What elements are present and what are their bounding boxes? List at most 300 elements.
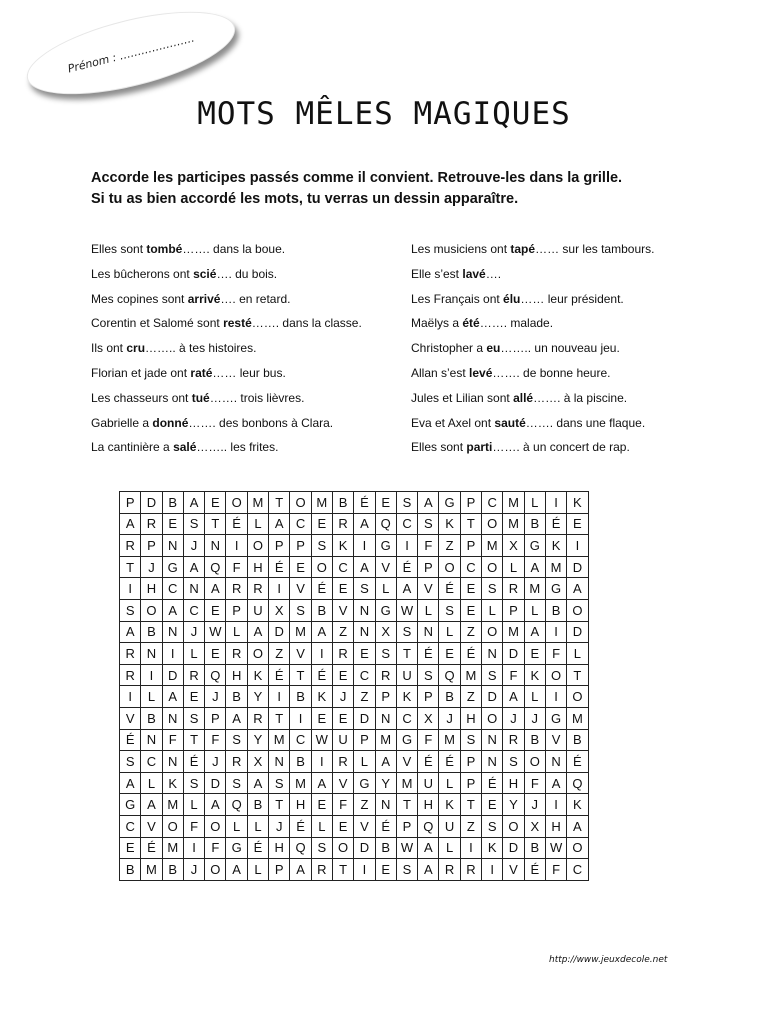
grid-cell[interactable]: A [311,772,332,794]
grid-cell[interactable]: T [269,492,290,514]
grid-cell[interactable]: E [332,664,353,686]
grid-cell[interactable]: N [162,535,183,557]
grid-cell[interactable]: M [311,492,332,514]
grid-cell[interactable]: N [482,643,503,665]
grid-cell[interactable]: G [354,772,375,794]
grid-cell[interactable]: H [460,707,481,729]
grid-cell[interactable]: A [120,772,141,794]
grid-cell[interactable]: S [120,599,141,621]
grid-cell[interactable]: R [120,664,141,686]
grid-cell[interactable]: J [439,707,460,729]
grid-cell[interactable]: H [545,815,566,837]
grid-cell[interactable]: W [396,599,417,621]
grid-cell[interactable]: R [120,643,141,665]
grid-cell[interactable]: Q [375,513,396,535]
grid-cell[interactable]: K [567,794,588,816]
grid-cell[interactable]: V [418,578,439,600]
grid-cell[interactable]: O [439,556,460,578]
grid-cell[interactable]: K [482,837,503,859]
grid-cell[interactable]: M [482,535,503,557]
grid-cell[interactable]: É [354,492,375,514]
grid-cell[interactable]: O [141,599,162,621]
grid-cell[interactable]: Y [247,686,268,708]
grid-cell[interactable]: O [205,815,226,837]
grid-cell[interactable]: A [567,578,588,600]
grid-cell[interactable]: S [226,772,247,794]
grid-cell[interactable]: K [439,513,460,535]
grid-cell[interactable]: M [503,513,524,535]
grid-cell[interactable]: D [354,837,375,859]
grid-cell[interactable]: C [183,599,204,621]
grid-cell[interactable]: C [460,556,481,578]
grid-cell[interactable]: J [524,794,545,816]
grid-cell[interactable]: E [524,643,545,665]
grid-cell[interactable]: P [418,686,439,708]
grid-cell[interactable]: O [503,815,524,837]
grid-cell[interactable]: B [332,492,353,514]
grid-cell[interactable]: P [354,729,375,751]
grid-cell[interactable]: Z [460,621,481,643]
grid-cell[interactable]: K [311,686,332,708]
grid-cell[interactable]: T [269,794,290,816]
grid-cell[interactable]: I [567,535,588,557]
grid-cell[interactable]: S [418,513,439,535]
grid-cell[interactable]: N [162,751,183,773]
grid-cell[interactable]: A [524,621,545,643]
grid-cell[interactable]: L [567,643,588,665]
grid-cell[interactable]: N [482,751,503,773]
grid-cell[interactable]: F [545,859,566,881]
grid-cell[interactable]: E [482,794,503,816]
grid-cell[interactable]: N [354,599,375,621]
grid-cell[interactable]: V [332,599,353,621]
grid-cell[interactable]: L [226,815,247,837]
grid-cell[interactable]: I [162,643,183,665]
grid-cell[interactable]: H [141,578,162,600]
grid-cell[interactable]: O [482,621,503,643]
grid-cell[interactable]: J [141,556,162,578]
grid-cell[interactable]: A [162,599,183,621]
grid-cell[interactable]: K [524,664,545,686]
grid-cell[interactable]: A [162,686,183,708]
grid-cell[interactable]: I [269,686,290,708]
grid-cell[interactable]: F [332,794,353,816]
grid-cell[interactable]: M [439,729,460,751]
grid-cell[interactable]: I [183,837,204,859]
grid-cell[interactable]: E [375,859,396,881]
grid-cell[interactable]: S [396,492,417,514]
grid-cell[interactable]: S [183,513,204,535]
grid-cell[interactable]: G [375,535,396,557]
grid-cell[interactable]: A [418,492,439,514]
grid-cell[interactable]: A [141,794,162,816]
grid-cell[interactable]: D [269,621,290,643]
grid-cell[interactable]: N [141,729,162,751]
grid-cell[interactable]: G [545,578,566,600]
grid-cell[interactable]: I [545,794,566,816]
grid-cell[interactable]: R [141,513,162,535]
grid-cell[interactable]: P [141,535,162,557]
grid-cell[interactable]: I [354,535,375,557]
grid-cell[interactable]: L [524,492,545,514]
grid-cell[interactable]: B [567,729,588,751]
grid-cell[interactable]: M [460,664,481,686]
grid-cell[interactable]: N [545,751,566,773]
grid-cell[interactable]: J [205,686,226,708]
grid-cell[interactable]: O [290,492,311,514]
grid-cell[interactable]: X [524,815,545,837]
grid-cell[interactable]: L [418,599,439,621]
grid-cell[interactable]: G [162,556,183,578]
grid-cell[interactable]: M [141,859,162,881]
grid-cell[interactable]: E [311,707,332,729]
grid-cell[interactable]: J [183,535,204,557]
grid-cell[interactable]: T [460,794,481,816]
grid-cell[interactable]: R [120,535,141,557]
grid-cell[interactable]: A [311,621,332,643]
grid-cell[interactable]: G [226,837,247,859]
grid-cell[interactable]: R [226,578,247,600]
grid-cell[interactable]: S [482,664,503,686]
grid-cell[interactable]: H [247,556,268,578]
grid-cell[interactable]: M [162,837,183,859]
grid-cell[interactable]: A [545,772,566,794]
grid-cell[interactable]: A [226,707,247,729]
grid-cell[interactable]: K [332,535,353,557]
grid-cell[interactable]: C [290,513,311,535]
grid-cell[interactable]: J [205,751,226,773]
grid-cell[interactable]: S [269,772,290,794]
grid-cell[interactable]: V [120,707,141,729]
grid-cell[interactable]: B [226,686,247,708]
grid-cell[interactable]: B [141,707,162,729]
grid-cell[interactable]: É [460,643,481,665]
grid-cell[interactable]: E [375,492,396,514]
grid-cell[interactable]: M [524,578,545,600]
grid-cell[interactable]: N [375,707,396,729]
grid-cell[interactable]: P [460,535,481,557]
grid-cell[interactable]: M [162,794,183,816]
grid-cell[interactable]: R [247,578,268,600]
grid-cell[interactable]: M [567,707,588,729]
grid-cell[interactable]: G [439,492,460,514]
grid-cell[interactable]: B [545,599,566,621]
grid-cell[interactable]: I [545,621,566,643]
grid-cell[interactable]: Q [418,815,439,837]
grid-cell[interactable]: O [567,837,588,859]
grid-cell[interactable]: F [418,535,439,557]
grid-cell[interactable]: O [247,643,268,665]
grid-cell[interactable]: Y [247,729,268,751]
grid-cell[interactable]: A [290,859,311,881]
grid-cell[interactable]: G [375,599,396,621]
grid-cell[interactable]: N [162,707,183,729]
grid-cell[interactable]: F [524,772,545,794]
grid-cell[interactable]: Q [290,837,311,859]
grid-cell[interactable]: O [545,664,566,686]
grid-cell[interactable]: L [482,599,503,621]
grid-cell[interactable]: C [567,859,588,881]
grid-cell[interactable]: R [226,751,247,773]
grid-cell[interactable]: C [332,556,353,578]
grid-cell[interactable]: S [482,578,503,600]
grid-cell[interactable]: R [503,729,524,751]
grid-cell[interactable]: E [567,513,588,535]
grid-cell[interactable]: E [332,815,353,837]
grid-cell[interactable]: B [375,837,396,859]
grid-cell[interactable]: N [162,621,183,643]
grid-cell[interactable]: E [290,556,311,578]
grid-cell[interactable]: O [332,837,353,859]
grid-cell[interactable]: E [332,707,353,729]
grid-cell[interactable]: Z [354,794,375,816]
grid-cell[interactable]: F [503,664,524,686]
grid-cell[interactable]: D [567,621,588,643]
grid-cell[interactable]: Q [205,664,226,686]
grid-cell[interactable]: L [524,686,545,708]
grid-cell[interactable]: G [396,729,417,751]
grid-cell[interactable]: Z [460,815,481,837]
grid-cell[interactable]: C [120,815,141,837]
grid-cell[interactable]: S [290,599,311,621]
grid-cell[interactable]: V [354,815,375,837]
grid-cell[interactable]: E [205,643,226,665]
grid-cell[interactable]: E [120,837,141,859]
grid-cell[interactable]: O [226,492,247,514]
grid-cell[interactable]: É [396,556,417,578]
grid-cell[interactable]: D [162,664,183,686]
grid-cell[interactable]: T [396,643,417,665]
grid-cell[interactable]: L [141,772,162,794]
grid-cell[interactable]: J [524,707,545,729]
grid-cell[interactable]: F [418,729,439,751]
grid-cell[interactable]: R [247,707,268,729]
grid-cell[interactable]: É [226,513,247,535]
grid-cell[interactable]: O [524,751,545,773]
grid-cell[interactable]: X [247,751,268,773]
grid-cell[interactable]: X [503,535,524,557]
grid-cell[interactable]: B [247,794,268,816]
grid-cell[interactable]: B [290,751,311,773]
grid-cell[interactable]: A [247,772,268,794]
grid-cell[interactable]: A [354,513,375,535]
grid-cell[interactable]: C [482,492,503,514]
grid-cell[interactable]: O [247,535,268,557]
grid-cell[interactable]: B [524,513,545,535]
grid-cell[interactable]: I [545,686,566,708]
grid-cell[interactable]: O [205,859,226,881]
grid-cell[interactable]: Y [503,794,524,816]
grid-cell[interactable]: F [205,837,226,859]
grid-cell[interactable]: T [205,513,226,535]
grid-cell[interactable]: R [226,643,247,665]
grid-cell[interactable]: A [183,492,204,514]
grid-cell[interactable]: É [290,815,311,837]
grid-cell[interactable]: F [545,643,566,665]
grid-cell[interactable]: K [247,664,268,686]
grid-cell[interactable]: I [311,643,332,665]
grid-cell[interactable]: S [354,578,375,600]
grid-cell[interactable]: F [205,729,226,751]
grid-cell[interactable]: I [311,751,332,773]
grid-cell[interactable]: H [503,772,524,794]
grid-cell[interactable]: H [418,794,439,816]
grid-cell[interactable]: S [311,837,332,859]
grid-cell[interactable]: J [503,707,524,729]
grid-cell[interactable]: P [226,599,247,621]
grid-cell[interactable]: P [375,686,396,708]
grid-cell[interactable]: A [567,815,588,837]
grid-cell[interactable]: P [290,535,311,557]
grid-cell[interactable]: E [205,492,226,514]
grid-cell[interactable]: K [567,492,588,514]
grid-cell[interactable]: C [396,707,417,729]
grid-cell[interactable]: L [503,556,524,578]
grid-cell[interactable]: I [482,859,503,881]
grid-cell[interactable]: A [524,556,545,578]
grid-cell[interactable]: L [439,837,460,859]
grid-cell[interactable]: D [567,556,588,578]
grid-cell[interactable]: N [418,621,439,643]
grid-cell[interactable]: É [247,837,268,859]
grid-cell[interactable]: É [311,664,332,686]
grid-cell[interactable]: É [439,751,460,773]
grid-cell[interactable]: B [524,837,545,859]
grid-cell[interactable]: L [183,643,204,665]
grid-cell[interactable]: A [120,621,141,643]
grid-cell[interactable]: X [375,621,396,643]
grid-cell[interactable]: V [545,729,566,751]
grid-cell[interactable]: É [269,664,290,686]
grid-cell[interactable]: R [183,664,204,686]
grid-cell[interactable]: A [183,556,204,578]
grid-cell[interactable]: T [120,556,141,578]
grid-cell[interactable]: K [439,794,460,816]
grid-cell[interactable]: Z [354,686,375,708]
grid-cell[interactable]: F [183,815,204,837]
grid-cell[interactable]: N [354,621,375,643]
grid-cell[interactable]: O [482,556,503,578]
grid-cell[interactable]: W [396,837,417,859]
grid-cell[interactable]: I [354,859,375,881]
grid-cell[interactable]: É [418,751,439,773]
grid-cell[interactable]: I [396,535,417,557]
grid-cell[interactable]: A [418,859,439,881]
grid-cell[interactable]: N [375,794,396,816]
grid-cell[interactable]: L [375,578,396,600]
grid-cell[interactable]: E [460,599,481,621]
grid-cell[interactable]: O [311,556,332,578]
grid-cell[interactable]: M [375,729,396,751]
grid-cell[interactable]: H [290,794,311,816]
grid-cell[interactable]: Y [375,772,396,794]
grid-cell[interactable]: M [247,492,268,514]
grid-cell[interactable]: S [396,859,417,881]
grid-cell[interactable]: F [226,556,247,578]
grid-cell[interactable]: B [290,686,311,708]
grid-cell[interactable]: O [567,686,588,708]
grid-cell[interactable]: N [183,578,204,600]
grid-cell[interactable]: É [524,859,545,881]
grid-cell[interactable]: I [545,492,566,514]
grid-cell[interactable]: É [375,815,396,837]
grid-cell[interactable]: S [439,599,460,621]
grid-cell[interactable]: A [375,751,396,773]
grid-cell[interactable]: L [354,751,375,773]
grid-cell[interactable]: P [205,707,226,729]
grid-cell[interactable]: U [332,729,353,751]
grid-cell[interactable]: I [290,707,311,729]
grid-cell[interactable]: Q [567,772,588,794]
grid-cell[interactable]: K [396,686,417,708]
grid-cell[interactable]: D [141,492,162,514]
grid-cell[interactable]: B [439,686,460,708]
grid-cell[interactable]: A [418,837,439,859]
grid-cell[interactable]: C [290,729,311,751]
grid-cell[interactable]: Q [205,556,226,578]
grid-cell[interactable]: A [226,859,247,881]
grid-cell[interactable]: A [269,513,290,535]
grid-cell[interactable]: E [205,599,226,621]
grid-cell[interactable]: S [396,621,417,643]
grid-cell[interactable]: N [141,643,162,665]
grid-cell[interactable]: A [503,686,524,708]
grid-cell[interactable]: S [482,815,503,837]
grid-cell[interactable]: L [311,815,332,837]
grid-cell[interactable]: G [120,794,141,816]
grid-cell[interactable]: S [375,643,396,665]
grid-cell[interactable]: Z [332,621,353,643]
grid-cell[interactable]: G [545,707,566,729]
grid-cell[interactable]: E [354,643,375,665]
grid-cell[interactable]: J [269,815,290,837]
grid-cell[interactable]: E [162,513,183,535]
grid-cell[interactable]: D [503,837,524,859]
grid-cell[interactable]: P [460,492,481,514]
grid-cell[interactable]: S [120,751,141,773]
grid-cell[interactable]: C [354,664,375,686]
grid-cell[interactable]: É [141,837,162,859]
grid-cell[interactable]: I [120,686,141,708]
grid-cell[interactable]: R [439,859,460,881]
grid-cell[interactable]: M [396,772,417,794]
grid-cell[interactable]: E [311,794,332,816]
grid-cell[interactable]: T [460,513,481,535]
grid-cell[interactable]: A [205,794,226,816]
grid-cell[interactable]: P [396,815,417,837]
grid-cell[interactable]: N [269,751,290,773]
grid-cell[interactable]: M [545,556,566,578]
grid-cell[interactable]: T [290,664,311,686]
grid-cell[interactable]: E [311,513,332,535]
grid-cell[interactable]: V [332,772,353,794]
grid-cell[interactable]: R [311,859,332,881]
grid-cell[interactable]: L [247,859,268,881]
grid-cell[interactable]: P [460,751,481,773]
grid-cell[interactable]: O [482,513,503,535]
grid-cell[interactable]: B [162,859,183,881]
grid-cell[interactable]: U [247,599,268,621]
grid-cell[interactable]: C [141,751,162,773]
grid-cell[interactable]: E [460,578,481,600]
grid-cell[interactable]: Q [226,794,247,816]
grid-cell[interactable]: T [332,859,353,881]
grid-cell[interactable]: T [396,794,417,816]
grid-cell[interactable]: V [375,556,396,578]
grid-cell[interactable]: C [396,513,417,535]
grid-cell[interactable]: S [183,772,204,794]
grid-cell[interactable]: R [332,643,353,665]
